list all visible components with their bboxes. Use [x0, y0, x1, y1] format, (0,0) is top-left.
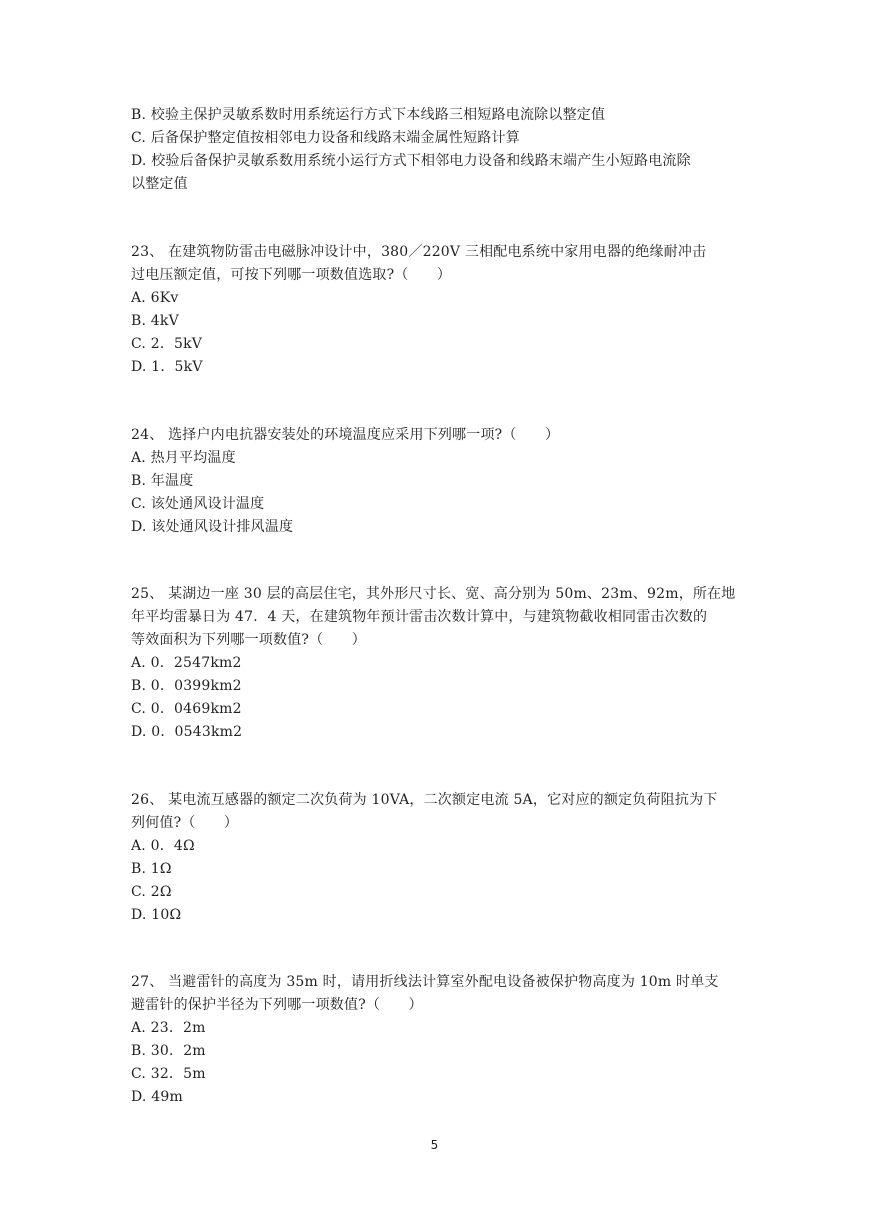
question-27-stem-line-2: 避雷针的保护半径为下列哪一项数值?（ ）	[131, 997, 423, 1013]
question-25-option-c: C. 0．0469km2	[131, 701, 242, 717]
question-26-option-b: B. 1Ω	[131, 861, 172, 877]
question-25-option-d: D. 0．0543km2	[131, 724, 243, 740]
question-27-option-b: B. 30．2m	[131, 1043, 206, 1059]
question-23-stem-line-2: 过电压额定值，可按下列哪一项数值选取?（ ）	[131, 267, 452, 283]
question-23-option-b: B. 4kV	[131, 313, 179, 329]
question-23-option-a: A. 6Kv	[131, 290, 179, 306]
question-24-option-b: B. 年温度	[131, 473, 194, 489]
question-25-stem-line-3: 等效面积为下列哪一项数值?（ ）	[131, 632, 366, 648]
question-27-option-a: A. 23．2m	[131, 1020, 206, 1036]
option-d-q22-continued: 以整定值	[131, 176, 188, 192]
option-d-q22: D. 校验后备保护灵敏系数用系统小运行方式下相邻电力设备和线路末端产生小短路电流除	[131, 153, 691, 169]
page-number: 5	[430, 1138, 439, 1152]
question-24-option-a: A. 热月平均温度	[131, 450, 236, 466]
question-26-stem-line-1: 26、 某电流互感器的额定二次负荷为 10VA，二次额定电流 5A，它对应的额定负荷阻抗为下	[131, 792, 718, 808]
question-27-stem-line-1: 27、 当避雷针的高度为 35m 时，请用折线法计算室外配电设备被保护物高度为 10m 时单支	[131, 974, 719, 990]
question-26-stem-line-2: 列何值?（ ）	[131, 815, 239, 831]
question-23-option-c: C. 2．5kV	[131, 336, 203, 352]
question-25-stem-line-1: 25、 某湖边一座 30 层的高层住宅，其外形尺寸长、宽、高分别为 50m、23m、92m，所在地	[131, 586, 736, 602]
question-23-stem-line-1: 23、 在建筑物防雷击电磁脉冲设计中，380／220V 三相配电系统中家用电器的绝缘耐冲击	[131, 244, 707, 260]
question-25-option-a: A. 0．2547km2	[131, 655, 242, 671]
question-25-option-b: B. 0．0399km2	[131, 678, 242, 694]
question-23-option-d: D. 1．5kV	[131, 359, 203, 375]
option-c-q22: C. 后备保护整定值按相邻电力设备和线路末端金属性短路计算	[131, 130, 520, 146]
question-24-stem-line-1: 24、 选择户内电抗器安装处的环境温度应采用下列哪一项?（ ）	[131, 427, 560, 443]
question-24-option-d: D. 该处通风设计排风温度	[131, 519, 294, 535]
option-b-q22: B. 校验主保护灵敏系数时用系统运行方式下本线路三相短路电流除以整定值	[131, 107, 606, 123]
question-26-option-a: A. 0．4Ω	[131, 838, 195, 854]
question-26-option-c: C. 2Ω	[131, 884, 172, 900]
question-27-option-c: C. 32．5m	[131, 1066, 206, 1082]
question-27-option-d: D. 49m	[131, 1089, 183, 1105]
question-25-stem-line-2: 年平均雷暴日为 47．4 天，在建筑物年预计雷击次数计算中，与建筑物截收相同雷击次数的	[131, 609, 708, 625]
question-24-option-c: C. 该处通风设计温度	[131, 496, 265, 512]
question-26-option-d: D. 10Ω	[131, 907, 182, 923]
